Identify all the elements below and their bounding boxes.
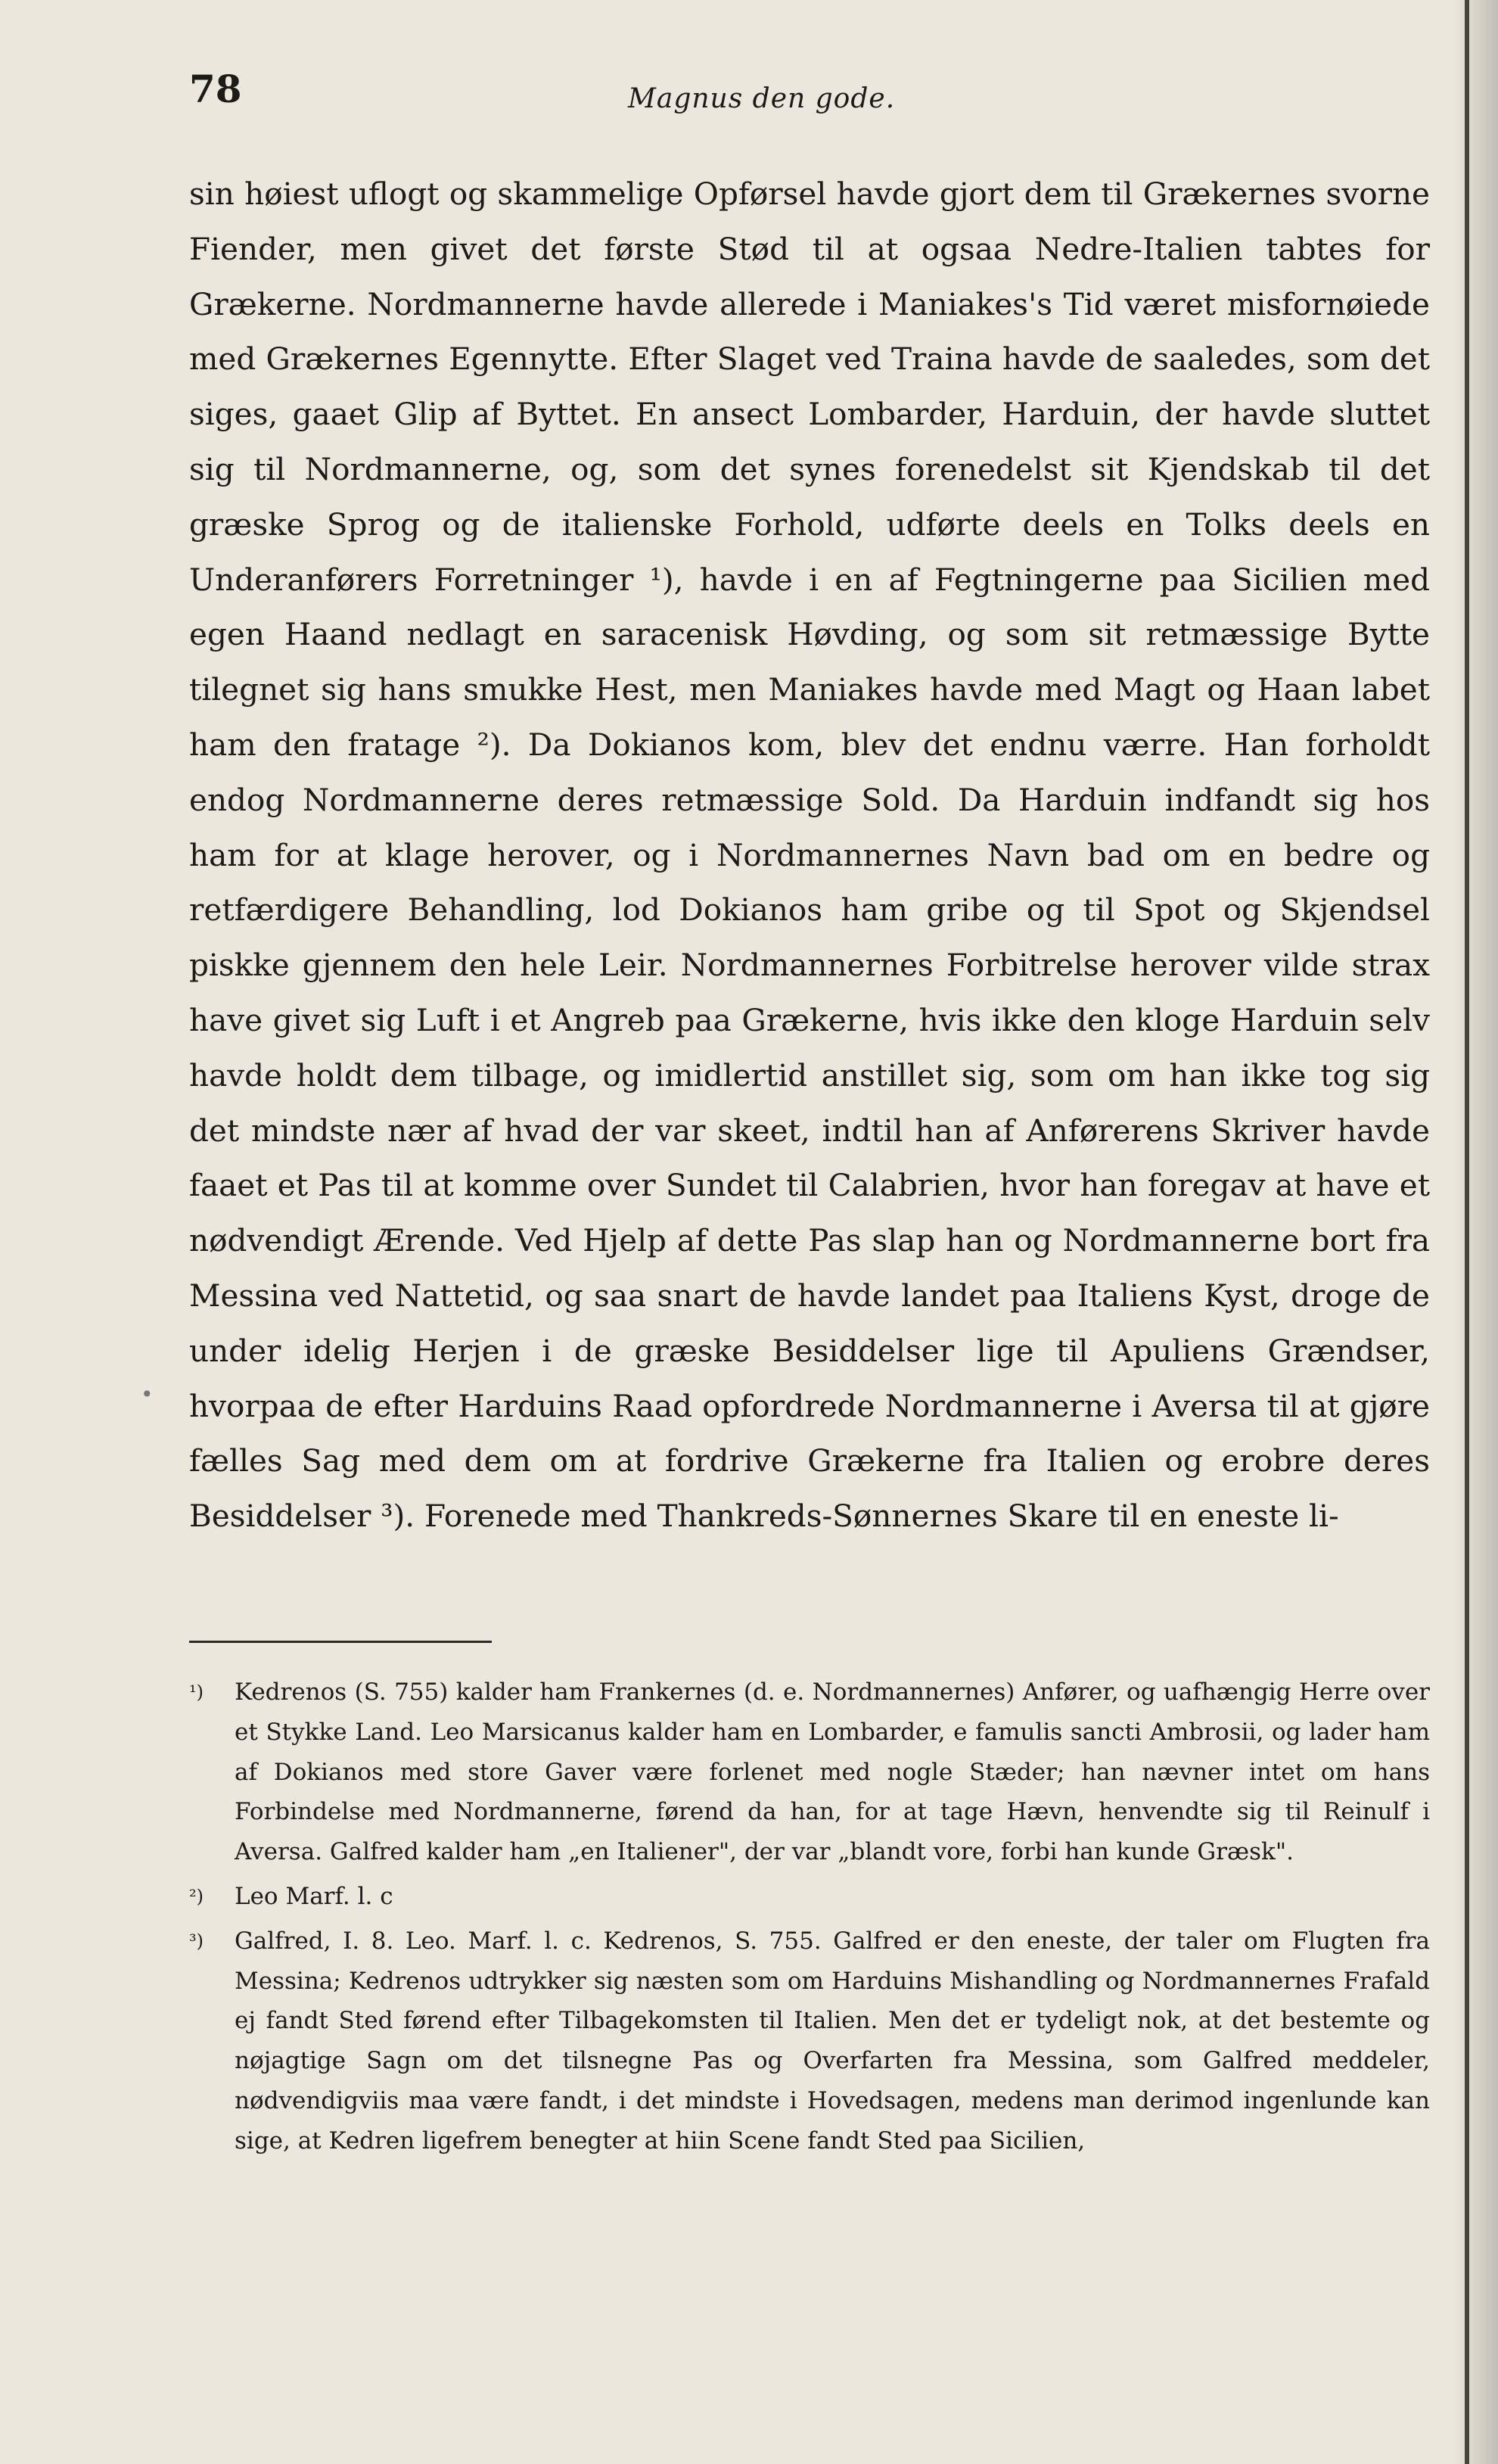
footnote-rule bbox=[189, 1641, 492, 1643]
footnote-1-text: Kedrenos (S. 755) kalder ham Frankernes (d. e. Nordmannernes) Anfører, og uafhængig Herre over et Stykke Land. Leo Marsicanus kalder ham en Lombarder, e famulis sancti Ambrosii, og lader ham af Dokianos med store Gaver være forlenet med nogle Stæder; han nævner intet om hans Forbindelse med Nordmannerne, førend da han, for at tage Hævn, henvendte sig til Reinulf i Aversa. Galfred kalder ham „en Italiener", der var „blandt vore, forbi han kunde Græsk". bbox=[235, 1678, 1430, 1866]
page-number: 78 bbox=[189, 67, 242, 111]
page-header bbox=[189, 67, 1430, 135]
body-paragraph: sin høiest uflogt og skammelige Opførsel havde gjort dem til Grækernes svorne Fiender, men givet det første Stød til at ogsaa Nedre-Italien tabtes for Grækerne. Nordmannerne havde allerede i Maniakes's Tid været misfornøiede med Grækernes Egennytte. Efter Slaget ved Traina havde de saaledes, som det siges, gaaet Glip af Byttet. En ansect Lombarder, Harduin, der havde sluttet sig til Nordmannerne, og, som det synes forenedelst sit Kjendskab til det græske Sprog og de italienske Forhold, udførte deels en Tolks deels en Underanførers Forretninger ¹), havde i en af Fegtningerne paa Sicilien med egen Haand nedlagt en saracenisk Høvding, og som sit retmæssige Bytte tilegnet sig hans smukke Hest, men Maniakes havde med Magt og Haan labet ham den fratage ²). Da Dokianos kom, blev det endnu værre. Han forholdt endog Nordmannerne deres retmæssige Sold. Da Harduin indfandt sig hos ham for at klage herover, og i Nordmannernes Navn bad om en bedre og retfærdigere Behandling, lod Dokianos ham gribe og til Spot og Skjendsel piskke gjennem den hele Leir. Nordmannernes Forbitrelse herover vilde strax have givet sig Luft i et Angreb paa Grækerne, hvis ikke den kloge Harduin selv havde holdt dem tilbage, og imidlertid anstillet sig, som om han ikke tog sig det mindste nær af hvad der var skeet, indtil han af Anførerens Skriver havde faaet et Pas til at komme over Sundet til Calabrien, hvor han foregav at have et nødvendigt Ærende. Ved Hjelp af dette Pas slap han og Nordmannerne bort fra Messina ved Nattetid, og saa snart de havde landet paa Italiens Kyst, droge de under idelig Herjen i de græske Besiddelser lige til Apuliens Grændser, hvorpaa de efter Harduins Raad opfordrede Nordmannerne i Aversa til at gjøre fælles Sag med dem om at fordrive Grækerne fra Italien og erobre deres Besiddelser ³). Forenede med Thankreds-Sønnernes Skare til en eneste li- bbox=[189, 176, 1430, 1535]
footnote-1-mark: ¹) bbox=[189, 1682, 204, 1703]
margin-dot: • bbox=[141, 1382, 154, 1407]
footnote-3-mark: ³) bbox=[189, 1930, 204, 1952]
footnote-2-text: Leo Marf. l. c bbox=[235, 1882, 393, 1910]
footnotes bbox=[189, 1672, 1430, 2166]
footnote-2-mark: ²) bbox=[189, 1885, 204, 1907]
running-head: Magnus den gode. bbox=[628, 83, 896, 114]
page-gutter-edge bbox=[1465, 0, 1469, 2464]
footnote-1 bbox=[189, 1672, 1430, 1872]
page-gutter-shadow bbox=[1453, 0, 1498, 2464]
footnote-3-text: Galfred, I. 8. Leo. Marf. l. c. Kedrenos, S. 755. Galfred er den eneste, der taler om Flugten fra Messina; Kedrenos udtrykker sig næsten som om Harduins Mishandling og Nordmannernes Frafald ej fandt Sted førend efter Tilbagekomsten til Italien. Men det er tydeligt nok, at det bestemte og nøjagtige Sagn om det tilsnegne Pas og Overfarten fra Messina, som Galfred meddeler, nødvendigviis maa være fandt, i det mindste i Hovedsagen, medens man derimod ingenlunde kan sige, at Kedren ligefrem benegter at hiin Scene fandt Sted paa Sicilien, bbox=[235, 1927, 1430, 2154]
footnote-3 bbox=[189, 1921, 1430, 2161]
footnote-2 bbox=[189, 1877, 1430, 1917]
